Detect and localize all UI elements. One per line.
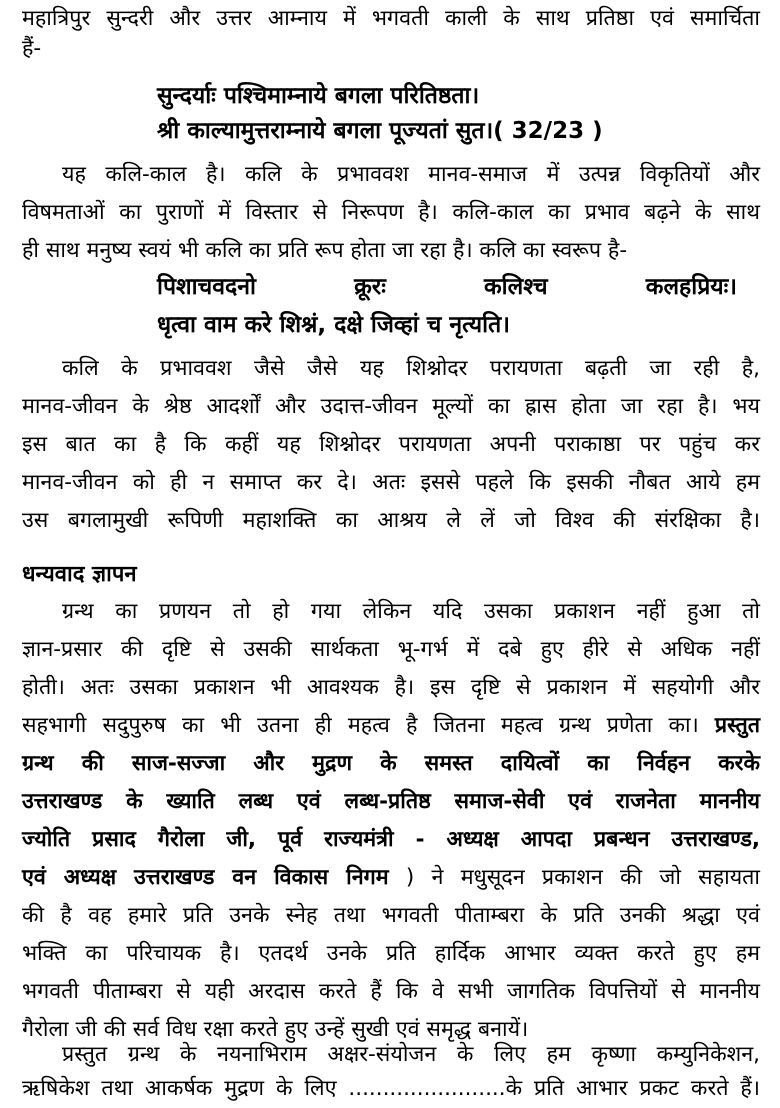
bold-text-line: उत्तराखण्ड के ख्याति लब्ध एवं लब्ध-प्रतिष्ठ समाज-सेवी एवं राजनेता माननीय [22, 789, 760, 814]
text-run: सहभागी सदुपुरुष का भी उतना ही महत्व है जितना महत्व ग्रन्थ प्रणेता का। [22, 713, 699, 738]
text-line: होती। अतः उसका प्रकाशन भी आवश्यक है। इस दृष्टि से प्रकाशन में सहयोगी और [22, 675, 760, 700]
bold-text-line: ग्रन्थ की साज-सज्जा और मुद्रण के समस्त दायित्वों का निर्वहन करके [22, 751, 760, 776]
bold-text-run: एवं अध्यक्ष उत्तराखण्ड वन विकास निगम [22, 865, 389, 890]
text-line: कलि के प्रभाववश जैसे जैसे यह शिश्नोदर परायणता बढ़ती जा रही है, [62, 356, 760, 381]
text-line [22, 711, 760, 741]
verse-line: श्री काल्यामुत्तराम्नाये बगला पूज्यतां सुत।( 32/23 ) [157, 118, 603, 144]
text-line: प्रस्तुत ग्रन्थ के नयनाभिराम अक्षर-संयोजन के लिए हम कृष्णा कम्युनिकेशन, [62, 1042, 760, 1067]
text-line: ज्ञान-प्रसार की दृष्टि से उसकी सार्थकता भू-गर्भ में दबे हुए हीरे से अधिक नहीं [22, 637, 760, 662]
text-line: ऋषिकेश तथा आकर्षक मुद्रण के लिए .......................के प्रति आभार प्रकट करते हैं। [22, 1076, 760, 1101]
bold-text-line: ज्योति प्रसाद गैरोला जी, पूर्व राज्यमंत्री - अध्यक्ष आपदा प्रबन्धन उत्तराखण्ड, [22, 827, 760, 852]
text-line: विषमताओं का पुराणों में विस्तार से निरूपण है। कलि-काल का प्रभाव बढ़ने के साथ [22, 200, 760, 225]
text-line: इस बात का है कि कहीं यह शिश्नोदर परायणता अपनी पराकाष्ठा पर पहुंच कर [22, 432, 760, 457]
text-line: उस बगलामुखी रूपिणी महाशक्ति का आश्रय ले लें जो विश्व की संरक्षिका है। [22, 508, 760, 533]
text-line: महात्रिपुर सुन्दरी और उत्तर आम्नाय में भगवती काली के साथ प्रतिष्ठा एवं समार्चिता [22, 6, 760, 31]
verse-line: पिशाचवदनो क्रूरः कलिश्च कलहप्रियः। [157, 274, 737, 300]
bold-text-run: प्रस्तुत [714, 713, 760, 738]
text-line: गैरोला जी की सर्व विध रक्षा करते हुए उन्हें सुखी एवं समृद्ध बनायें। [22, 1017, 529, 1042]
verse-line: धृत्वा वाम करे शिश्नं, दक्षे जिव्हां च नृत्यति। [157, 312, 510, 338]
text-run: ) ने मधुसूदन प्रकाशन की जो सहायता [405, 865, 760, 890]
text-line: भक्ति का परिचायक है। एतदर्थ उनके प्रति हार्दिक आभार व्यक्त करते हुए हम [22, 941, 760, 966]
text-line: ही साथ मनुष्य स्वयं भी कलि का प्रति रूप होता जा रहा है। कलि का स्वरूप है- [22, 238, 628, 263]
text-line: मानव-जीवन के श्रेष्ठ आदर्शों और उदात्त-जीवन मूल्यों का ह्रास होता जा रहा है। भय [22, 394, 760, 419]
text-line: भगवती पीताम्बरा से यही अरदास करते हैं कि वे सभी जागतिक विपत्तियों से माननीय [22, 979, 760, 1004]
text-line: मानव-जीवन को ही न समाप्त कर दे। अतः इससे पहले कि इसकी नौबत आये हम [22, 470, 760, 495]
verse-line: सुन्दर्याः पश्चिमाम्नाये बगला परितिष्ठता। [157, 83, 480, 109]
section-heading: धन्यवाद ज्ञापन [22, 562, 137, 587]
text-line: ग्रन्थ का प्रणयन तो हो गया लेकिन यदि उसका प्रकाशन नहीं हुआ तो [62, 599, 760, 624]
text-line: की है वह हमारे प्रति उनके स्नेह तथा भगवती पीताम्बरा के प्रति उनकी श्रद्धा एवं [22, 903, 760, 928]
text-line: हैं- [22, 36, 42, 61]
text-line [22, 863, 760, 893]
text-line: यह कलि-काल है। कलि के प्रभाववश मानव-समाज में उत्पन्न विकृतियों और [62, 162, 760, 187]
